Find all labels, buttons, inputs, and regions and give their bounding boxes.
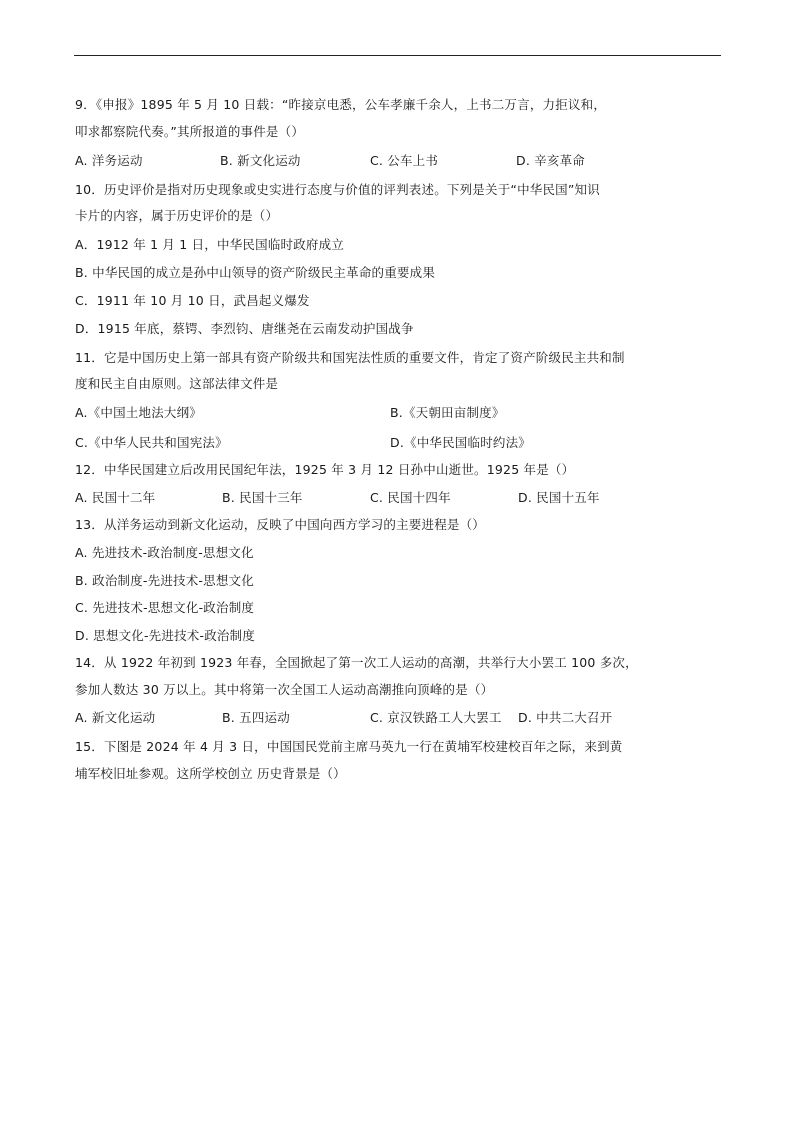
q10-option-a: A．1912 年 1 月 1 日，中华民国临时政府成立 — [75, 237, 345, 252]
q14-option-d: D. 中共二大召开 — [518, 710, 613, 725]
q9-stem-line-1: 9．《申报》1895 年 5 月 10 日载：“昨接京电悉，公车孝廉千余人，上书二万言，力拒议和， — [75, 97, 607, 112]
q12-option-a: A. 民国十二年 — [75, 490, 156, 505]
q12-stem-line-1: 12．中华民国建立后改用民国纪年法，1925 年 3 月 12 日孙中山逝世。1925 年是（） — [75, 462, 575, 477]
q13-option-d: D. 思想文化-先进技术-政治制度 — [75, 628, 255, 643]
q13-option-b: B. 政治制度-先进技术-思想文化 — [75, 573, 254, 588]
q9-option-b: B. 新文化运动 — [220, 153, 301, 168]
q9-option-d: D. 辛亥革命 — [516, 153, 585, 168]
q12-option-d: D. 民国十五年 — [518, 490, 600, 505]
q10-stem-line-2: 卡片的内容，属于历史评价的是（） — [75, 208, 279, 223]
q13-option-c: C. 先进技术-思想文化-政治制度 — [75, 600, 255, 615]
q11-stem-line-1: 11．它是中国历史上第一部具有资产阶级共和国宪法性质的重要文件，肯定了资产阶级民主共和制 — [75, 350, 625, 365]
q12-option-b: B. 民国十三年 — [222, 490, 303, 505]
q14-stem-line-2: 参加人数达 30 万以上。其中将第一次全国工人运动高潮推向顶峰的是（） — [75, 682, 494, 697]
q10-option-d: D．1915 年底，蔡锷、李烈钧、唐继尧在云南发动护国战争 — [75, 321, 414, 336]
header-rule — [74, 55, 721, 56]
q14-option-c: C. 京汉铁路工人大罢工 — [370, 710, 502, 725]
q11-option-b: B.《天朝田亩制度》 — [390, 405, 505, 420]
q14-option-b: B. 五四运动 — [222, 710, 290, 725]
q10-option-c: C．1911 年 10 月 10 日，武昌起义爆发 — [75, 293, 310, 308]
q15-stem-line-2: 埔军校旧址参观。这所学校创立 历史背景是（） — [75, 766, 346, 781]
q11-stem-line-2: 度和民主自由原则。这部法律文件是 — [75, 376, 279, 391]
q13-stem-line-1: 13．从洋务运动到新文化运动，反映了中国向西方学习的主要进程是（） — [75, 517, 486, 532]
q10-stem-line-1: 10．历史评价是指对历史现象或史实进行态度与价值的评判表述。下列是关于“中华民国”知识 — [75, 182, 600, 197]
q11-option-d: D.《中华民国临时约法》 — [390, 435, 531, 450]
q11-option-c: C.《中华人民共和国宪法》 — [75, 435, 228, 450]
q15-stem-line-1: 15．下图是 2024 年 4 月 3 日，中国国民党前主席马英九一行在黄埔军校建校百年之际，来到黄 — [75, 739, 623, 754]
q9-option-a: A. 洋务运动 — [75, 153, 143, 168]
q13-option-a: A. 先进技术-政治制度-思想文化 — [75, 545, 254, 560]
q9-stem-line-2: 叩求都察院代奏。”其所报道的事件是（） — [75, 124, 305, 139]
q9-option-c: C. 公车上书 — [370, 153, 439, 168]
q10-option-b: B. 中华民国的成立是孙中山领导的资产阶级民主革命的重要成果 — [75, 265, 436, 280]
q14-stem-line-1: 14．从 1922 年初到 1923 年春，全国掀起了第一次工人运动的高潮，共举行大小罢工 100 多次， — [75, 655, 638, 670]
q12-option-c: C. 民国十四年 — [370, 490, 451, 505]
q14-option-a: A. 新文化运动 — [75, 710, 156, 725]
q11-option-a: A.《中国土地法大纲》 — [75, 405, 203, 420]
